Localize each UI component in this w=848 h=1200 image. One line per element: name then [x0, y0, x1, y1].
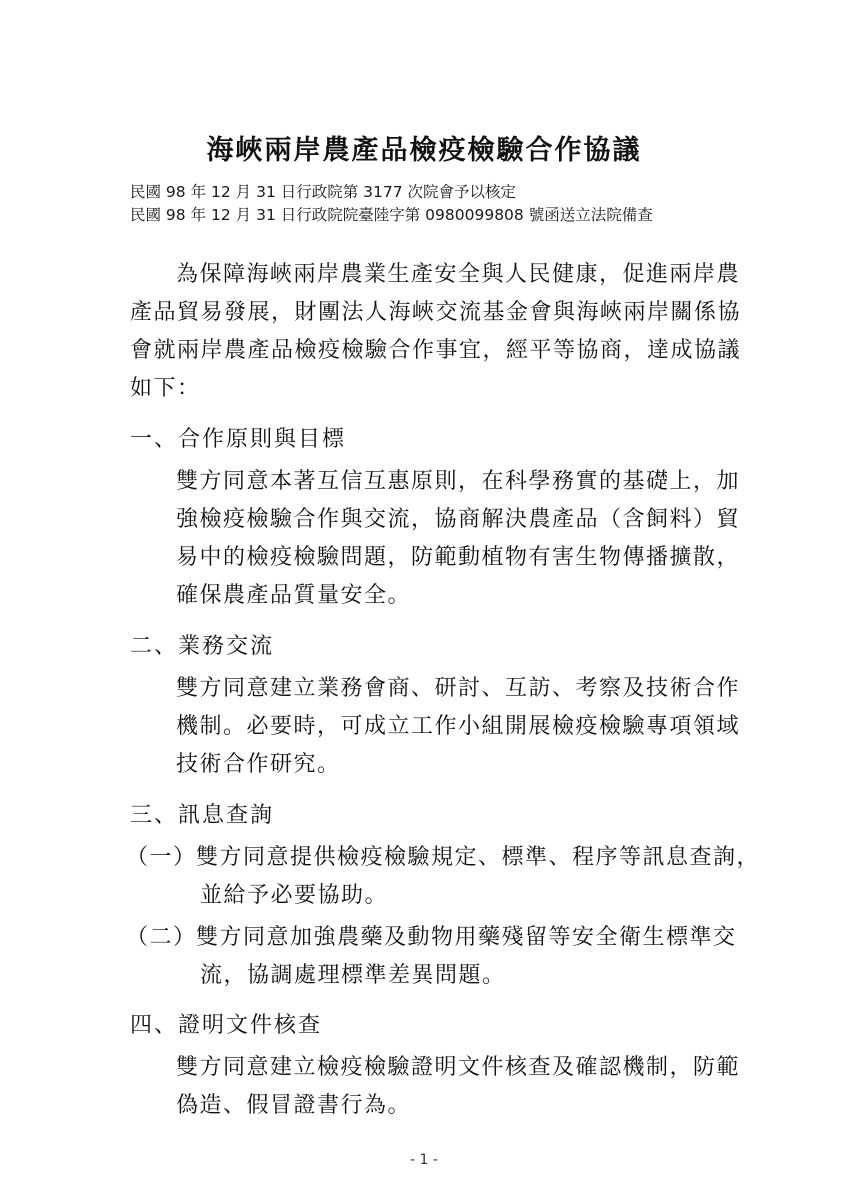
section-2-line-2: 機制。必要時，可成立工作小組開展檢疫檢驗專項領域: [176, 714, 741, 739]
filing-note: 民國 98 年 12 月 31 日行政院院臺陸字第 0980099808 號函送立法院備查: [130, 206, 653, 224]
section-2-line-3: 技術合作研究。: [176, 752, 341, 777]
section-heading-3: 三、訊息查詢: [130, 803, 275, 828]
document-title: 海峽兩岸農產品檢疫檢驗合作協議: [206, 135, 642, 166]
section-1-line-4: 確保農產品質量安全。: [176, 583, 412, 608]
preamble-line-4: 如下：: [130, 376, 201, 401]
subitem-1-line-1: 雙方同意提供檢疫檢驗規定、標準、程序等訊息查詢，: [196, 845, 761, 870]
section-1-line-3: 易中的檢疫檢驗問題，防範動植物有害生物傳播擴散，: [176, 545, 741, 570]
section-4-line-1: 雙方同意建立檢疫檢驗證明文件核查及確認機制，防範: [176, 1055, 741, 1080]
section-1-line-2: 強檢疫檢驗合作與交流，協商解決農產品（含飼料）貿: [176, 507, 741, 532]
section-heading-4: 四、證明文件核查: [130, 1013, 323, 1038]
subitem-2-line-1: 雙方同意加強農藥及動物用藥殘留等安全衛生標準交: [196, 925, 737, 950]
preamble-line-1: 為保障海峽兩岸農業生產安全與人民健康，促進兩岸農: [176, 262, 741, 287]
section-heading-2: 二、業務交流: [130, 634, 275, 659]
preamble-line-3: 會就兩岸農產品檢疫檢驗合作事宜，經平等協商，達成協議: [130, 338, 742, 363]
subitem-1-line-2: 並給予必要協助。: [200, 883, 389, 908]
page-number: - 1 -: [410, 1152, 438, 1168]
section-4-line-2: 偽造、假冒證書行為。: [176, 1093, 412, 1118]
section-1-line-1: 雙方同意本著互信互惠原則，在科學務實的基礎上，加: [176, 469, 741, 494]
subitem-2-label: （二）: [126, 925, 197, 950]
subitem-2-line-2: 流，協調處理標準差異問題。: [200, 963, 506, 988]
approval-note: 民國 98 年 12 月 31 日行政院第 3177 次院會予以核定: [130, 183, 517, 201]
subitem-1-label: （一）: [126, 845, 197, 870]
section-heading-1: 一、合作原則與目標: [130, 427, 347, 452]
preamble-line-2: 產品貿易發展，財團法人海峽交流基金會與海峽兩岸關係協: [130, 300, 742, 325]
section-2-line-1: 雙方同意建立業務會商、研討、互訪、考察及技術合作: [176, 676, 741, 701]
